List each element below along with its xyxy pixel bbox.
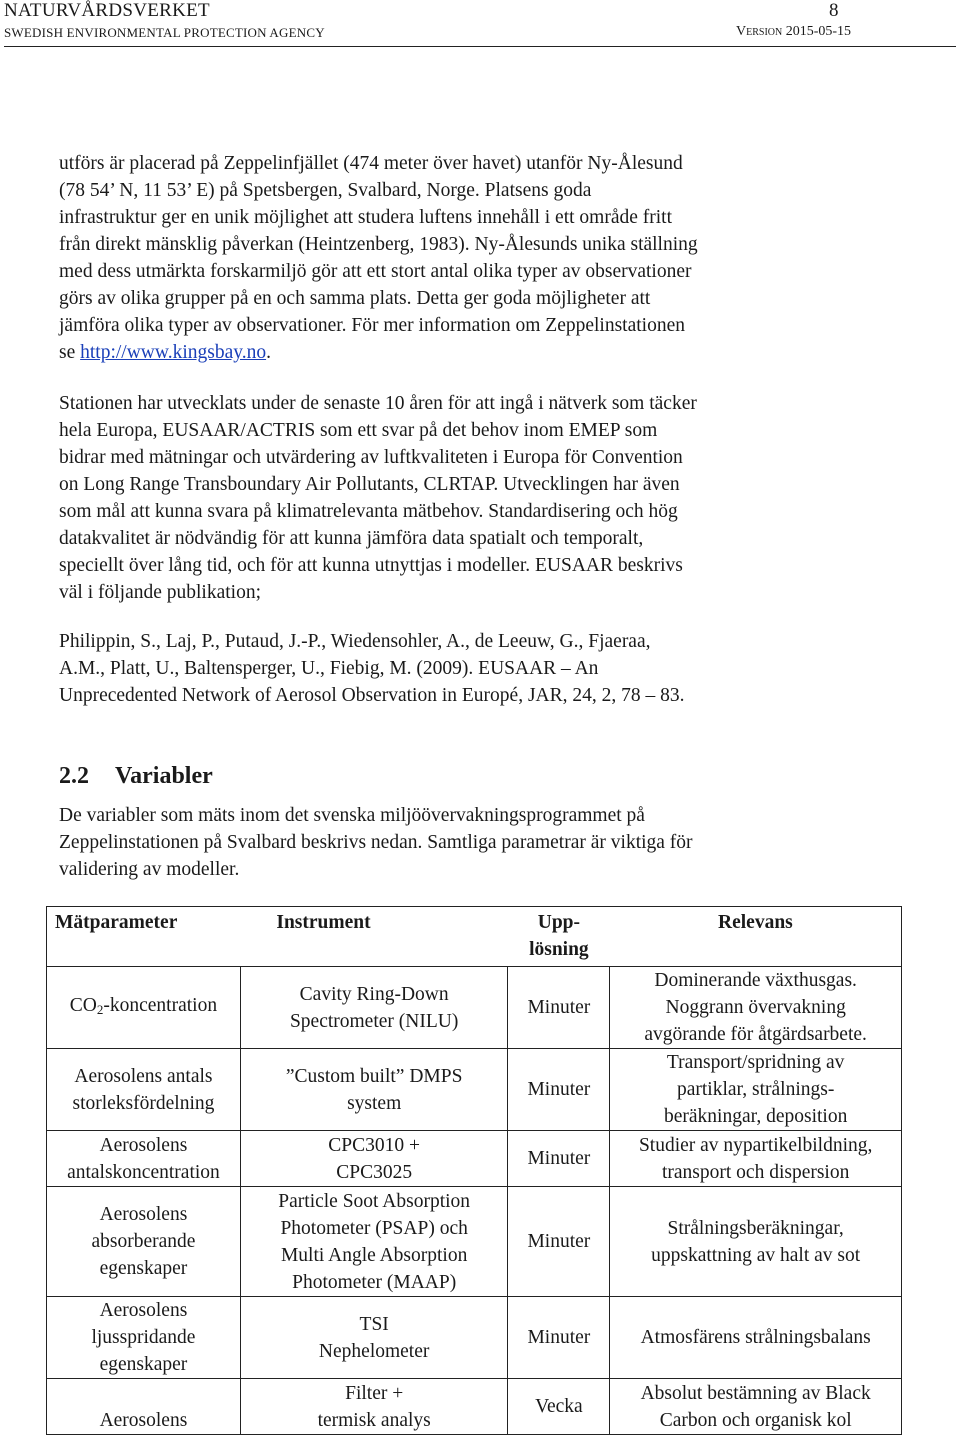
cell-instrument: Filter + termisk analys [240,1379,508,1435]
document-version: Version 2015-05-15 [736,24,852,39]
header-resolution: Upp- lösning [508,907,610,967]
header-rule [4,46,956,47]
table-row [47,1187,902,1297]
text-line: A.M., Platt, U., Baltensperger, U., Fiebig, M. (2009). EUSAAR – An [59,658,599,679]
text-line: som mål att kunna svara på klimatrelevanta mätbehov. Standardisering och hög [59,501,678,522]
link-prefix: se [59,342,81,363]
cell-relevance: Transport/spridning av partiklar, strålnings- beräkningar, deposition [610,1049,902,1131]
text-line: jämföra olika typer av observationer. För mer information om Zeppelinstationen [59,315,685,336]
reference-citation [59,628,939,709]
cell-parameter: Aerosolens ljusspridande egenskaper [47,1297,241,1379]
variables-table [46,906,902,1435]
agency-name: NATURVÅRDSVERKET [4,0,210,21]
paragraph-station-location [59,150,939,366]
cell-instrument: ”Custom built” DMPS system [240,1049,508,1131]
agency-name-english: SWEDISH ENVIRONMENTAL PROTECTION AGENCY [4,25,325,40]
text-line: väl i följande publikation; [59,582,261,603]
cell-resolution: Minuter [508,1049,610,1131]
cell-resolution: Minuter [508,1131,610,1187]
cell-relevance: Absolut bestämning av Black Carbon och organisk kol [610,1379,902,1435]
cell-instrument: Particle Soot Absorption Photometer (PSAP) och Multi Angle Absorption Photometer (MAAP) [240,1187,508,1297]
text-line: infrastruktur ger en unik möjlighet att studera luftens innehåll i ett område fritt [59,207,672,228]
cell-parameter: Aerosolens antals storleksfördelning [47,1049,241,1131]
header-relevance: Relevans [610,907,902,967]
text-line: hela Europa, EUSAAR/ACTRIS som ett svar på det behov inom EMEP som [59,420,658,441]
table-row [47,1131,902,1187]
cell-parameter: $CO_2$-koncentration [47,967,241,1049]
table-row [47,967,902,1049]
text-line-with-link [59,339,939,366]
cell-resolution: Vecka [508,1379,610,1435]
link-suffix: . [266,342,271,363]
cell-relevance: Atmosfärens strålningsbalans [610,1297,902,1379]
cell-parameter: Aerosolens antalskoncentration [47,1131,241,1187]
cell-relevance: Dominerande växthusgas. Noggrann övervakning avgörande för åtgärdsarbete. [610,967,902,1049]
text-line: validering av modeller. [59,859,240,880]
table-row [47,1379,902,1435]
text-line: Zeppelinstationen på Svalbard beskrivs nedan. Samtliga parametrar är viktiga för [59,832,693,853]
text-line: med dess utmärkta forskarmiljö gör att ett stort antal olika typer av observationer [59,261,692,282]
kingsbay-link[interactable]: http://www.kingsbay.no [80,342,267,363]
header-parameter: Mätparameter [47,907,241,967]
cell-instrument: CPC3010 + CPC3025 [240,1131,508,1187]
text-line: Stationen har utvecklats under de senaste 10 åren för att ingå i nätverk som täcker [59,393,697,414]
cell-instrument: TSI Nephelometer [240,1297,508,1379]
text-line: från direkt mänsklig påverkan (Heintzenberg, 1983). Ny-Ålesunds unika ställning [59,234,698,255]
text-line: bidrar med mätningar och utvärdering av luftkvaliteten i Europa för Convention [59,447,683,468]
cell-relevance: Strålningsberäkningar, uppskattning av halt av sot [610,1187,902,1297]
cell-parameter: Aerosolens [47,1379,241,1435]
paragraph-station-network [59,390,939,606]
text-line: speciellt över lång tid, och för att kunna utnyttjas i modeller. EUSAAR beskrivs [59,555,683,576]
cell-parameter: Aerosolens absorberande egenskaper [47,1187,241,1297]
text-line: on Long Range Transboundary Air Pollutants, CLRTAP. Utvecklingen har även [59,474,680,495]
text-line: Unprecedented Network of Aerosol Observation in Europé, JAR, 24, 2, 78 – 83. [59,685,685,706]
section-number: 2.2 [59,763,89,789]
cell-instrument: Cavity Ring-Down Spectrometer (NILU) [240,967,508,1049]
text-line: Philippin, S., Laj, P., Putaud, J.-P., Wiedensohler, A., de Leeuw, G., Fjaeraa, [59,631,651,652]
text-line: utförs är placerad på Zeppelinfjället (474 meter över havet) utanför Ny-Ålesund [59,153,683,174]
text-line: görs av olika grupper på en och samma plats. Detta ger goda möjligheter att [59,288,651,309]
cell-resolution: Minuter [508,1297,610,1379]
cell-resolution: Minuter [508,967,610,1049]
text-line: De variabler som mäts inom det svenska miljöövervakningsprogrammet på [59,805,645,826]
table-header-row [47,907,902,967]
text-line: (78 54’ N, 11 53’ E) på Spetsbergen, Svalbard, Norge. Platsens goda [59,180,592,201]
table-row [47,1049,902,1131]
table-row [47,1297,902,1379]
page-number: 8 [829,0,839,21]
cell-resolution: Minuter [508,1187,610,1297]
section-heading [59,763,213,790]
header-instrument: Instrument [240,907,508,967]
cell-relevance: Studier av nypartikelbildning, transport och dispersion [610,1131,902,1187]
paragraph-variables-intro [59,802,939,883]
text-line: datakvalitet är nödvändig för att kunna jämföra data spatialt och temporalt, [59,528,644,549]
section-title: Variabler [115,763,213,789]
